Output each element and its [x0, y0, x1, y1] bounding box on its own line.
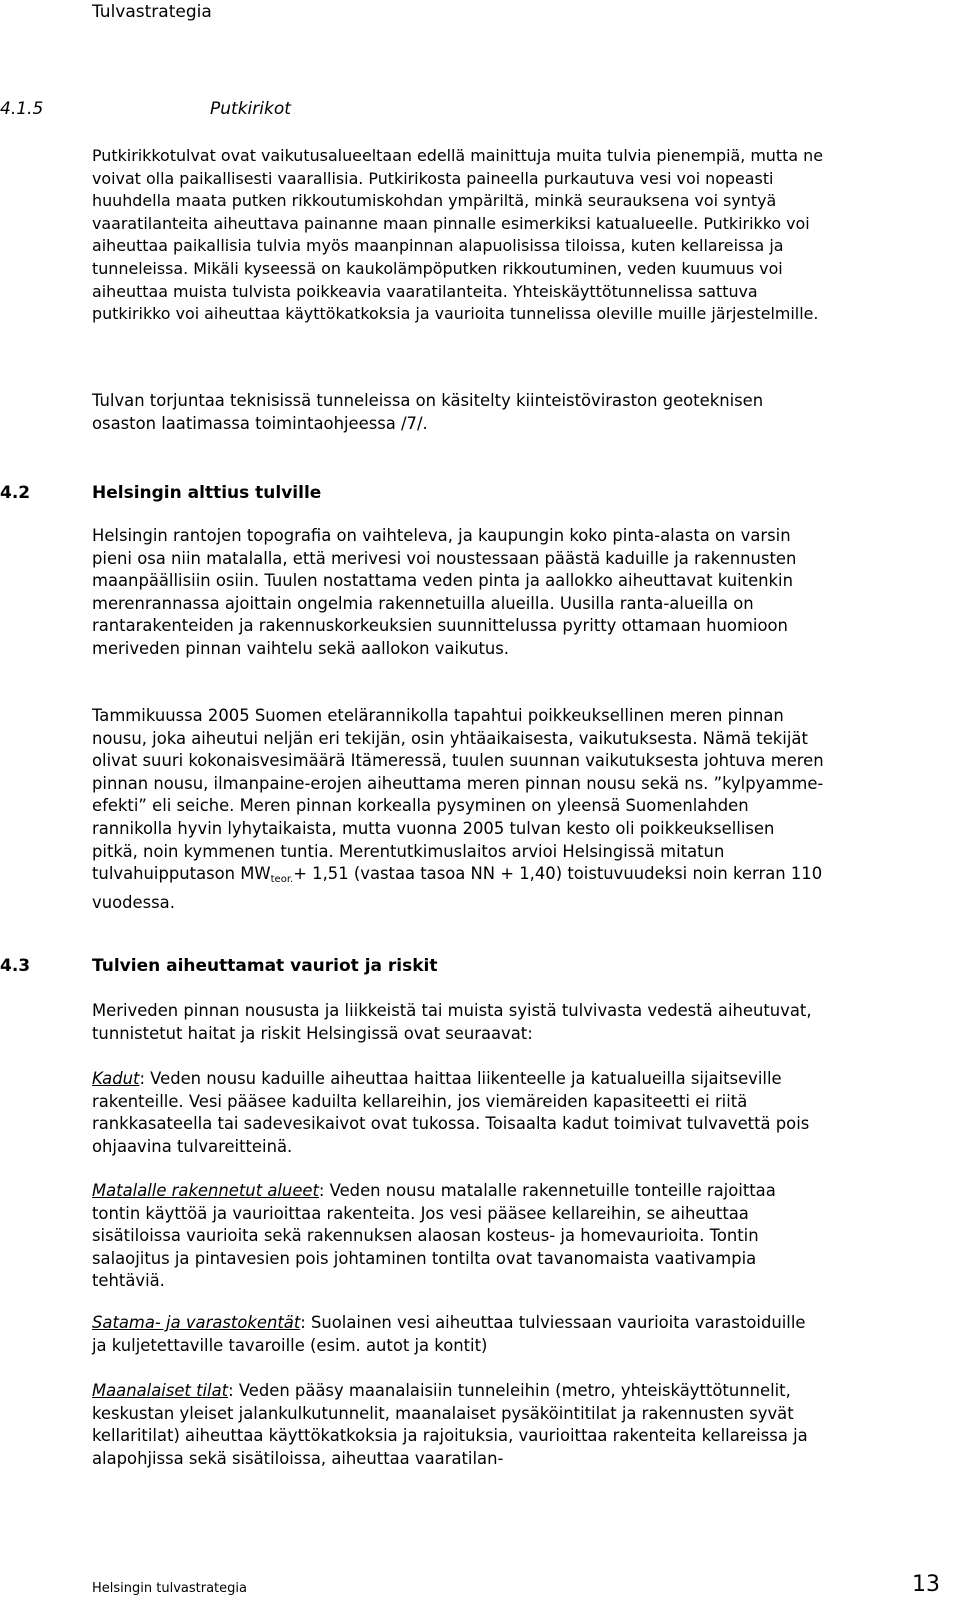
risk-description: : Veden pääsy maanalaisiin tunneleihin (metro, yhteiskäyttötunnelit, keskustan yleiset jalankulkutunnelit, maanalaiset pysäköintitilat ja rakennusten syvät kellaritilat) aiheuttaa käyttökatkoksia ja rajoituksia, vaurioittaa rakenteita kellareissa ja alapohjissa sekä sisätiloissa, aiheuttaa vaaratilan- — [92, 1381, 808, 1468]
risk-item-matalalle-rakennetut-alueet — [92, 1180, 825, 1293]
risk-description: : Veden nousu matalalle rakennetuille tonteille rajoittaa tontin käyttöä ja vaurioittaa rakenteita. Jos vesi pääsee kellareihin, se aiheuttaa sisätiloissa vaurioita sekä rakennuksen alaosan kosteus- ja homevaurioita. Tontin salaojitus ja pintavesien pois johtaminen tontilta ovat tavanomaista vaativampia tehtäviä. — [92, 1181, 776, 1291]
section-4-2-paragraph-2 — [92, 705, 825, 914]
section-4-1-5-paragraph-1: Putkirikkotulvat ovat vaikutusalueeltaan edellä mainittuja muita tulvia pienempiä, mutta ne voivat olla paikallisesti vaarallisia. Putkirikosta paineella purkautuva vesi voi nopeasti huuhdella maata putken rikkoutumiskohdan ympäriltä, minkä seurauksena voi syntyä vaaratilanteita aiheuttava painanne maan pinnalle esimerkiksi katualueelle. Putkirikko voi aiheuttaa paikallisia tulvia myös maanpinnan alapuolisissa tiloissa, kuten kellareissa ja tunneleissa. Mikäli kyseessä on kaukolämpöputken rikkoutuminen, veden kuumuus voi aiheuttaa muista tulvista poikkeavia vaaratilanteita. Yhteiskäyttötunnelissa sattuva putkirikko voi aiheuttaa käyttökatkoksia ja vaurioita tunnelissa oleville muille järjestelmille. — [92, 146, 823, 324]
section-4-1-5-number: 4.1.5 — [0, 99, 44, 119]
section-4-3-title: Tulvien aiheuttamat vauriot ja riskit — [92, 956, 438, 976]
risk-description: : Veden nousu kaduille aiheuttaa haittaa liikenteelle ja katualueilla sijaitseville rakenteille. Vesi pääsee kaduilta kellareihin, jos viemäreiden kapasiteetti ei riitä rankkasateella tai sadevesikaivot ovat tukossa. Toisaalta kadut toimivat tulvavettä pois ohjaavina tulvareitteinä. — [92, 1069, 810, 1156]
section-4-3-intro: Meriveden pinnan noususta ja liikkeistä tai muista syistä tulvivasta vedestä aiheutuvat, tunnistetut haitat ja riskit Helsingissä ovat seuraavat: — [92, 1001, 812, 1043]
section-4-3-number: 4.3 — [0, 956, 31, 976]
risk-item-maanalaiset-tilat — [92, 1380, 825, 1470]
risk-term: Maanalaiset tilat — [92, 1381, 229, 1400]
risk-term: Matalalle rakennetut alueet — [92, 1181, 319, 1200]
page-number: 13 — [912, 1572, 940, 1597]
running-header: Tulvastrategia — [92, 2, 212, 22]
section-4-1-5-title: Putkirikot — [210, 99, 291, 119]
section-4-2-number: 4.2 — [0, 483, 31, 503]
paragraph-2-main-text: Tammikuussa 2005 Suomen etelärannikolla tapahtui poikkeuksellinen meren pinnan nousu, joka aiheutui neljän eri tekijän, osin yhtäaikaisesta, vaikutuksesta. Nämä tekijät olivat suuri kokonaisvesimäärä Itämeressä, tuulen suunnan vaikutuksesta johtuva meren pinnan nousu, ilmanpaine-erojen aiheuttama meren pinnan nousu sekä ns. ”kylpyamme-efekti” eli seiche. Meren pinnan korkealla pysyminen on yleensä Suomenlahden rannikolla hyvin lyhytaikaista, mutta vuonna 2005 tulvan kesto oli poikkeuksellisen pitkä, noin kymmenen tuntia. Merentutkimuslaitos arvioi Helsingissä mitatun tulvahuipputason MW — [92, 706, 824, 884]
risk-item-satama-ja-varastokentat — [92, 1312, 825, 1357]
footer-text: Helsingin tulvastrategia — [92, 1581, 247, 1596]
risk-item-kadut — [92, 1068, 825, 1158]
risk-description: : Suolainen vesi aiheuttaa tulviessaan vaurioita varastoiduille ja kuljetettaville tavaroille (esim. autot ja kontit) — [92, 1313, 806, 1355]
mw-subscript: teor. — [270, 874, 294, 886]
paragraph-2-tail-text: + 1,51 (vastaa tasoa NN + 1,40) toistuvuudeksi noin kerran 110 vuodessa. — [92, 864, 823, 912]
section-4-2-paragraph-1: Helsingin rantojen topografia on vaihteleva, ja kaupungin koko pinta-alasta on varsin pieni osa niin matalalla, että merivesi voi noustessaan päästä kaduille ja rakennusten maanpäällisiin osiin. Tuulen nostattama veden pinta ja aallokko aiheuttavat kuitenkin merenrannassa ajoittain ongelmia rakennetuilla alueilla. Uusilla ranta-alueilla on rantarakenteiden ja rakennuskorkeuksien suunnittelussa pyritty ottamaan huomioon meriveden pinnan vaihtelu sekä aallokon vaikutus. — [92, 526, 797, 658]
section-4-2-title: Helsingin alttius tulville — [92, 483, 322, 503]
risk-term: Satama- ja varastokentät — [92, 1313, 301, 1332]
section-4-1-5-paragraph-2: Tulvan torjuntaa teknisissä tunneleissa on käsitelty kiinteistöviraston geoteknisen osaston laatimassa toimintaohjeessa /7/. — [92, 391, 764, 433]
risk-term: Kadut — [92, 1069, 140, 1088]
